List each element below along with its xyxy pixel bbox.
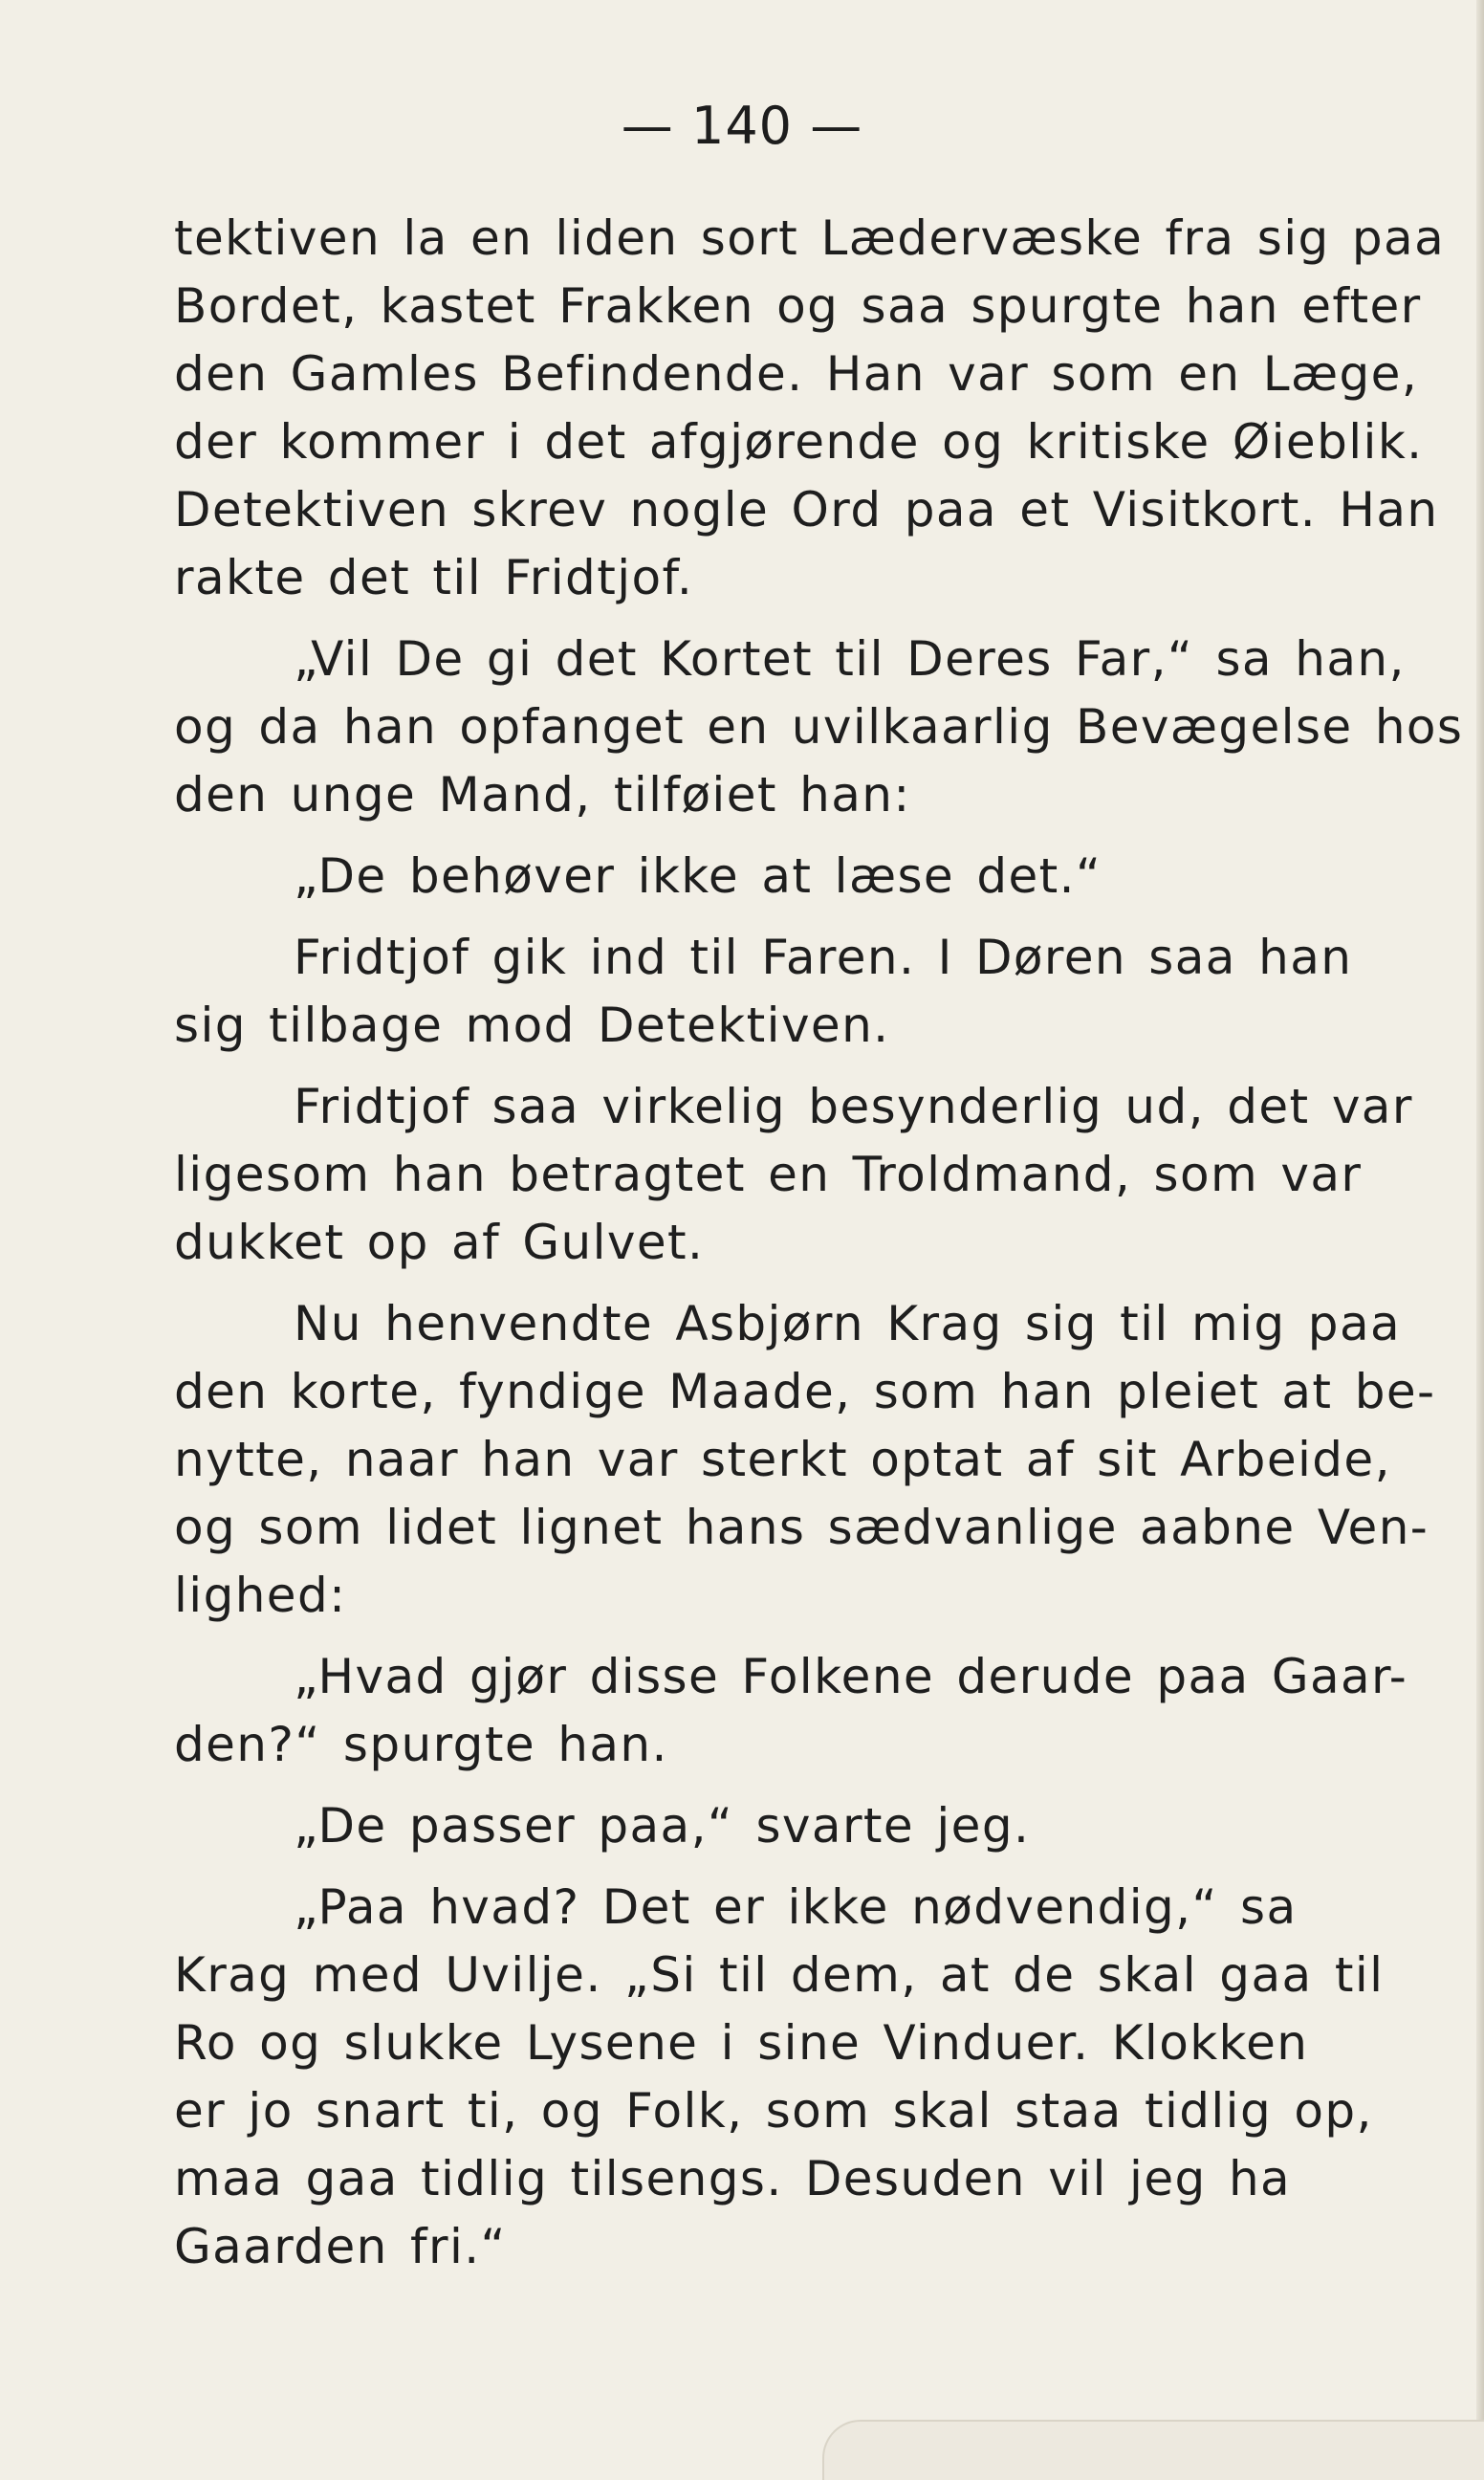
text-line: den Gamles Befindende. Han var som en Læge, [174, 346, 1419, 402]
text-line: Krag med Uvilje. „Si til dem, at de skal gaa til [174, 1947, 1385, 2003]
text-line: dukket op af Gulvet. [174, 1215, 705, 1270]
text-line: og da han opfanget en uvilkaarlig Bevægelse hos [174, 699, 1464, 755]
text-line: ligesom han betragtet en Troldmand, som var [174, 1147, 1363, 1202]
text-line: sig tilbage mod Detektiven. [174, 998, 890, 1053]
text-line: Fridtjof gik ind til Faren. I Døren saa han [294, 930, 1353, 985]
text-line: Gaarden fri.“ [174, 2219, 507, 2274]
text-line: rakte det til Fridtjof. [174, 550, 694, 605]
text-line: der kommer i det afgjørende og kritiske Øieblik. [174, 414, 1424, 470]
text-line: Fridtjof saa virkelig besynderlig ud, det var [294, 1079, 1413, 1134]
text-line: Nu henvendte Asbjørn Krag sig til mig paa [294, 1296, 1402, 1351]
text-line: er jo snart ti, og Folk, som skal staa tidlig op, [174, 2083, 1373, 2139]
text-line: lighed: [174, 1568, 347, 1623]
body-text [174, 205, 1464, 2281]
text-line: den korte, fyndige Maade, som han pleiet at be- [174, 1364, 1436, 1419]
text-line: Detektiven skrev nogle Ord paa et Visitkort. Han [174, 482, 1439, 538]
text-line: Ro og slukke Lysene i sine Vinduer. Klokken [174, 2015, 1309, 2071]
text-line: „Paa hvad? Det er ikke nødvendig,“ sa [294, 1879, 1298, 1935]
text-line: „Vil De gi det Kortet til Deres Far,“ sa han, [294, 631, 1406, 687]
text-line: „De passer paa,“ svarte jeg. [294, 1798, 1031, 1854]
text-line: „Hvad gjør disse Folkene derude paa Gaar- [294, 1649, 1408, 1704]
page-number: — 140 — [621, 96, 863, 156]
page-edge [1476, 0, 1484, 2480]
page-curl [822, 2420, 1484, 2480]
text-line: og som lidet lignet hans sædvanlige aabne Ven- [174, 1500, 1429, 1555]
text-line: maa gaa tidlig tilsengs. Desuden vil jeg ha [174, 2151, 1292, 2206]
text-line: nytte, naar han var sterkt optat af sit Arbeide, [174, 1432, 1391, 1487]
text-line: den?“ spurgte han. [174, 1717, 668, 1772]
text-line: „De behøver ikke at læse det.“ [294, 848, 1102, 904]
text-line: tektiven la en liden sort Lædervæske fra sig paa [174, 210, 1446, 266]
text-line: den unge Mand, tilføiet han: [174, 767, 911, 823]
text-line: Bordet, kastet Frakken og saa spurgte han efter [174, 278, 1422, 334]
